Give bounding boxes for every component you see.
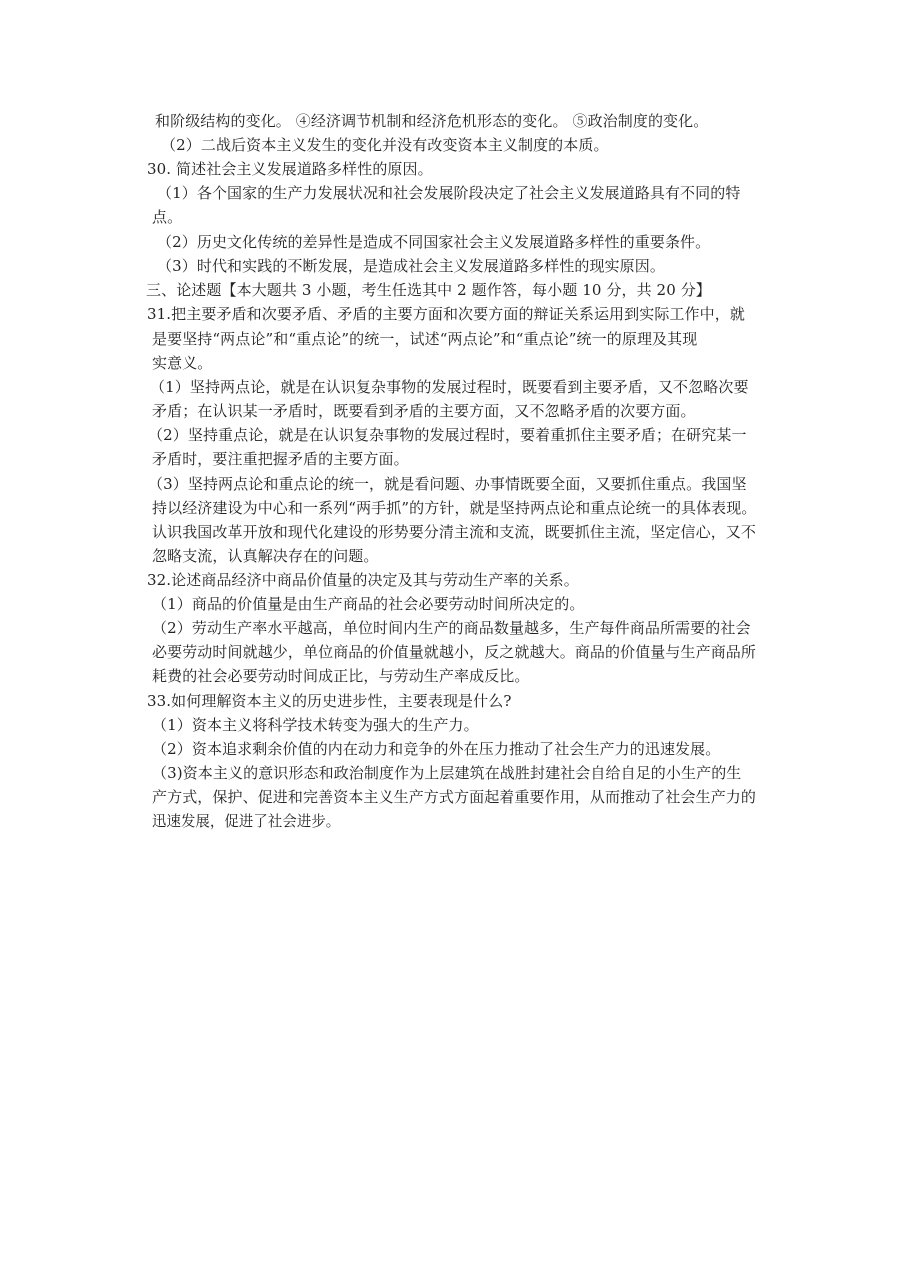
question-heading: 实意义。 (152, 354, 213, 372)
text-line: （3）坚持两点论和重点论的统一，就是看问题、办事情既要全面，又要抓住重点。我国坚 (148, 475, 747, 493)
text-line: 耗费的社会必要劳动时间成正比，与劳动生产率成反比。 (152, 667, 530, 685)
text-line: （1）资本主义将科学技术转变为强大的生产力。 (152, 716, 479, 734)
text-line: 必要劳动时间就越少，单位商品的价值量就越小，反之就越大。商品的价值量与生产商品所 (152, 643, 757, 661)
text-line: （1）商品的价值量是由生产商品的社会必要劳动时间所决定的。 (152, 595, 585, 613)
question-heading: 30. 简述社会主义发展道路多样性的原因。 (147, 160, 433, 178)
text-line: 产方式，保护、促进和完善资本主义生产方式方面起着重要作用，从而推动了社会生产力的 (152, 788, 757, 806)
question-heading: 32.论述商品经济中商品价值量的决定及其与劳动生产率的关系。 (147, 571, 579, 589)
text-line: （2）资本追求剩余价值的内在动力和竞争的外在压力推动了社会生产力的迅速发展。 (152, 740, 721, 758)
text-line: （2）劳动生产率水平越高，单位时间内生产的商品数量越多，生产每件商品所需要的社会 (152, 619, 751, 637)
text-line: （2）坚持重点论，就是在认识复杂事物的发展过程时，要着重抓住主要矛盾；在研究某一 (148, 426, 747, 444)
section-heading: 三、论述题【本大题共 3 小题，考生任选其中 2 题作答，每小题 10 分，共 20 分】 (146, 281, 711, 299)
text-line: （2）历史文化传统的差异性是造成不同国家社会主义发展道路多样性的重要条件。 (157, 233, 711, 251)
text-line: 点。 (152, 208, 183, 226)
text-line: （3)资本主义的意识形态和政治制度作为上层建筑在战胜封建社会自给自足的小生产的生 (152, 764, 742, 782)
text-line: 认识我国改革开放和现代化建设的形势要分清主流和支流，既要抓住主流，坚定信心，又不 (152, 523, 757, 541)
text-line: 和阶级结构的变化。 ④经济调节机制和经济危机形态的变化。 ⑤政治制度的变化。 (155, 112, 709, 130)
question-heading: 是要坚持“两点论”和“重点论”的统一，试述“两点论”和“重点论”统一的原理及其现 (152, 330, 698, 348)
text-line: 矛盾；在认识某一矛盾时，既要看到矛盾的主要方面，又不忽略矛盾的次要方面。 (152, 402, 696, 420)
text-line: 矛盾时，要注重把握矛盾的主要方面。 (152, 450, 409, 468)
text-line: 持以经济建设为中心和一系列“两手抓”的方针，就是坚持两点论和重点论统一的具体表现。 (152, 499, 757, 517)
text-line: （1）各个国家的生产力发展状况和社会发展阶段决定了社会主义发展道路具有不同的特 (157, 184, 741, 202)
text-line: 迅速发展，促进了社会进步。 (152, 812, 341, 830)
text-line: （2）二战后资本主义发生的变化并没有改变资本主义制度的本质。 (161, 136, 609, 154)
text-line: （1）坚持两点论，就是在认识复杂事物的发展过程时，既要看到主要矛盾，又不忽略次要 (150, 378, 749, 396)
question-heading: 33.如何理解资本主义的历史进步性，主要表现是什么? (147, 692, 512, 710)
question-heading: 31.把主要矛盾和次要矛盾、矛盾的主要方面和次要方面的辩证关系运用到实际工作中，就 (147, 305, 745, 323)
text-line: （3）时代和实践的不断发展，是造成社会主义发展道路多样性的现实原因。 (157, 257, 665, 275)
text-line: 忽略支流，认真解决存在的问题。 (152, 547, 379, 565)
